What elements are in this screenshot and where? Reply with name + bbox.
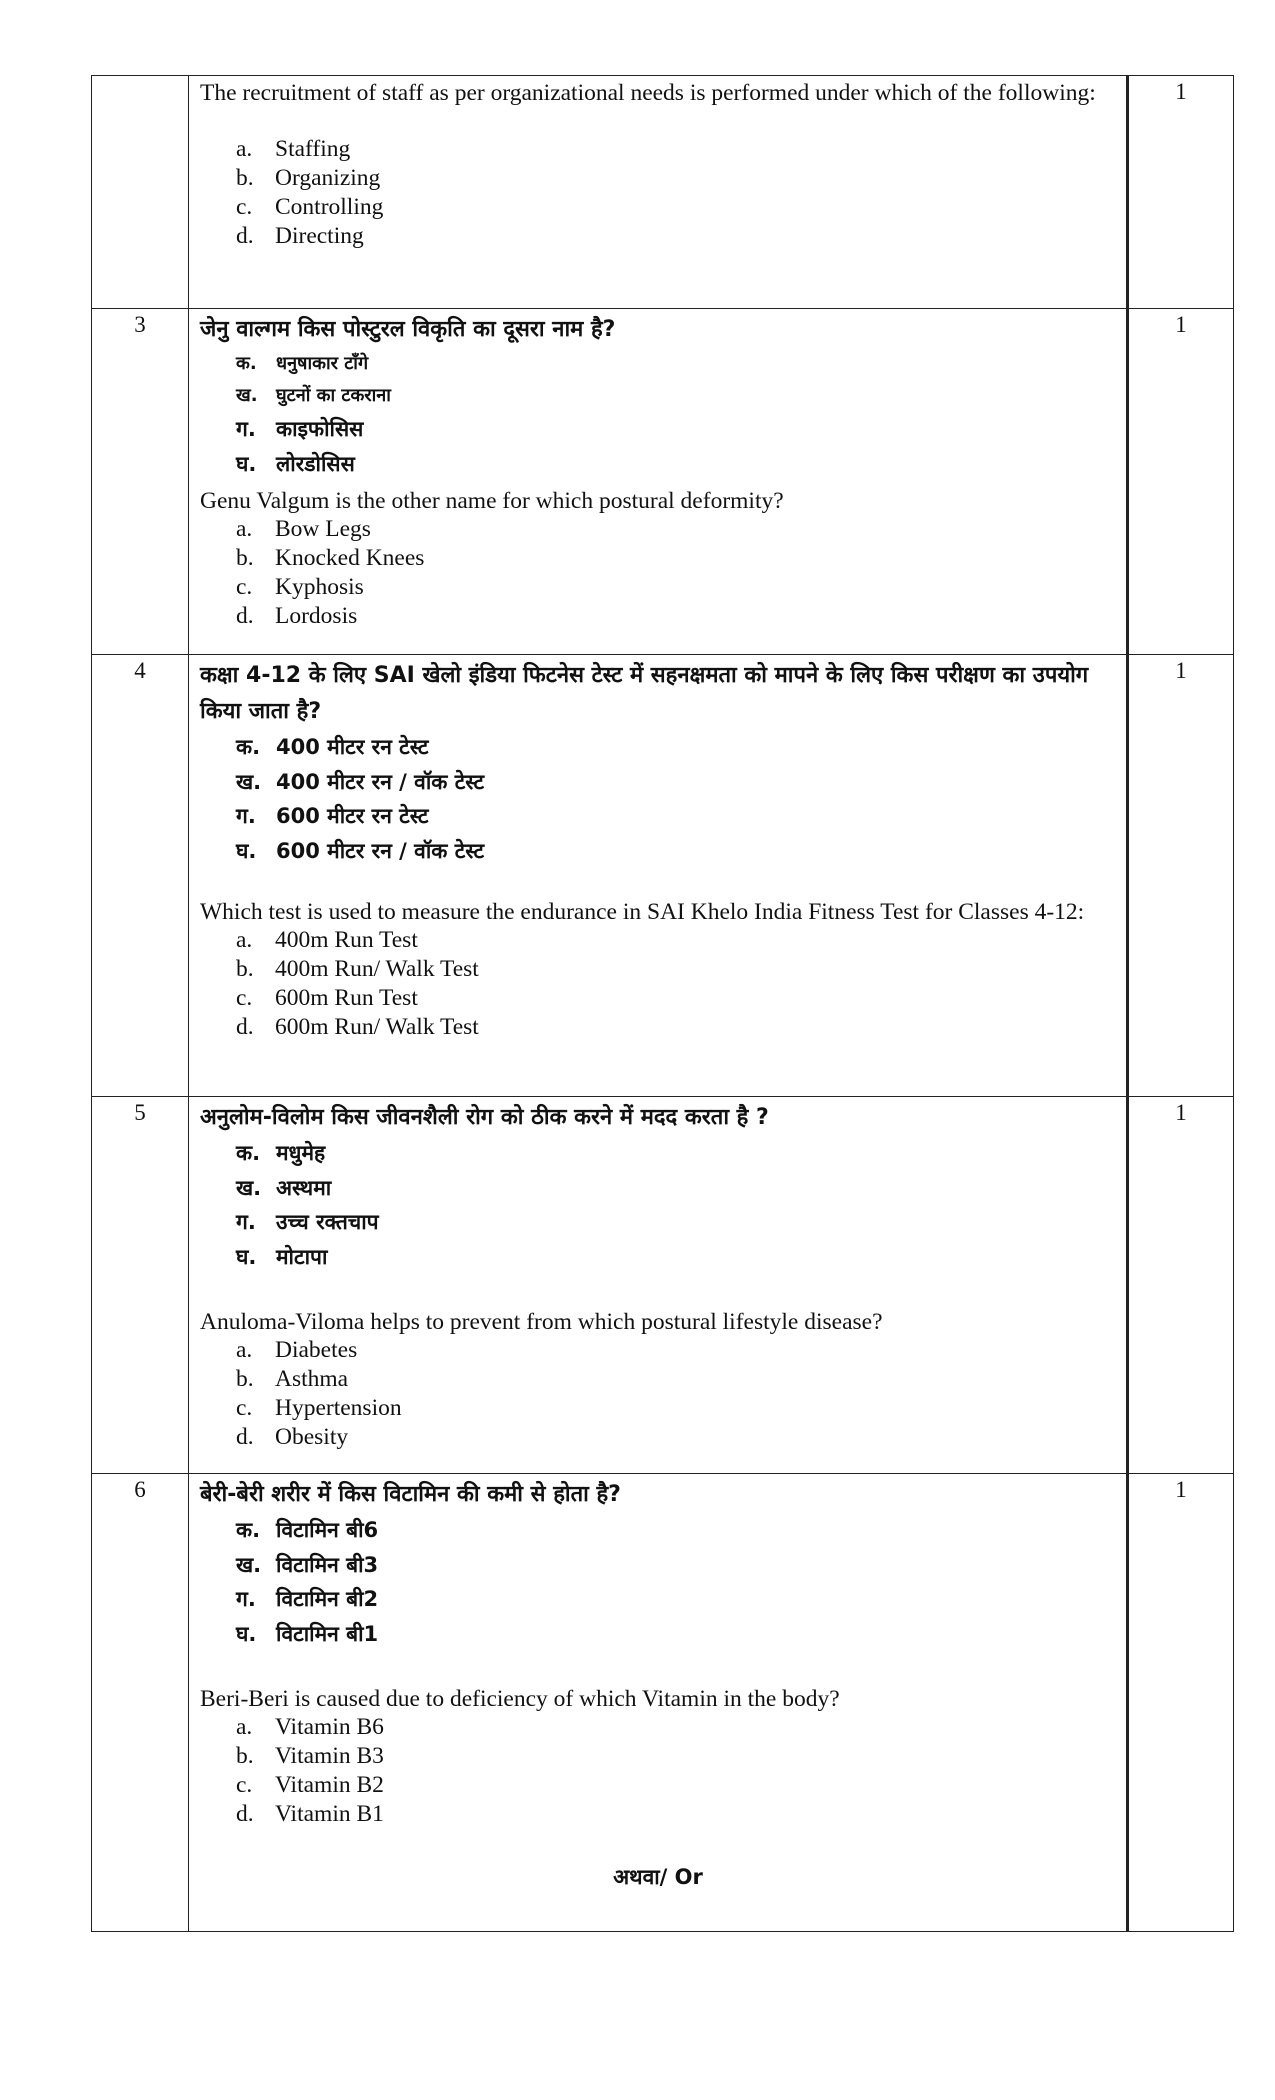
option-d: d. Lordosis [236,603,358,629]
option-a: a. 400m Run Test [236,927,418,953]
option-ga: ग. 600 मीटर रन टेस्ट [236,804,429,828]
options-english [200,1713,1116,1829]
options-hindi [200,1136,1116,1274]
question-marks: 1 [1128,1097,1234,1474]
question-marks: 1 [1128,309,1234,655]
option-gha: घ. 600 मीटर रन / वॉक टेस्ट [236,838,485,863]
option-b: b. 400m Run/ Walk Test [236,956,479,982]
option-c: c. Vitamin B2 [236,1772,384,1798]
option-a: a. Vitamin B6 [236,1714,384,1740]
question-number: 6 [92,1474,189,1932]
question-text-english: Beri-Beri is caused due to deficiency of which Vitamin in the body? [200,1686,840,1712]
option-a: a. Diabetes [236,1337,358,1363]
option-d: d. Directing [236,223,364,249]
question-text-english: Genu Valgum is the other name for which postural deformity? [200,488,784,514]
question-row [92,1474,1234,1932]
option-d: d. Obesity [236,1424,349,1450]
question-number: 3 [92,309,189,655]
question-text-english: Anuloma-Viloma helps to prevent from which postural lifestyle disease? [200,1309,883,1335]
option-ga: ग. विटामिन बी2 [236,1587,379,1611]
question-body [189,655,1128,1097]
options-hindi [200,348,1116,481]
option-b: b. Asthma [236,1366,349,1392]
option-gha: घ. लोरडोसिस [236,451,355,476]
option-b: b. Knocked Knees [236,545,425,571]
option-c: c. Controlling [236,194,384,220]
option-ka: क. विटामिन बी6 [236,1518,379,1542]
option-b: b. Vitamin B3 [236,1743,384,1769]
option-ga: ग. काइफोसिस [236,417,364,441]
option-c: c. Kyphosis [236,574,364,600]
option-c: c. 600m Run Test [236,985,418,1011]
question-text-english: Which test is used to measure the endurance in SAI Khelo India Fitness Test for Classes 4-12: [200,899,1085,925]
option-kha: ख. अस्थमा [236,1175,332,1200]
question-text-hindi: कक्षा 4-12 के लिए SAI खेलो इंडिया फिटनेस टेस्ट में सहनक्षमता को मापने के लिए किस परीक्षण का उपयोग किया जाता है? [200,663,1089,724]
option-ga: ग. उच्च रक्तचाप [236,1210,379,1234]
question-text-english: The recruitment of staff as per organizational needs is performed under which of the following: [200,80,1096,106]
option-d: d. 600m Run/ Walk Test [236,1014,479,1040]
question-body [189,76,1128,309]
question-marks: 1 [1128,655,1234,1097]
options-hindi [200,730,1116,868]
question-marks: 1 [1128,1474,1234,1932]
options-english [200,515,1116,631]
options-english [200,1336,1116,1452]
option-kha: ख. विटामिन बी3 [236,1552,379,1577]
question-body [189,1097,1128,1474]
options-english [200,135,1116,251]
question-text-hindi: जेनु वाल्गम किस पोस्टुरल विकृति का दूसरा नाम है? [200,317,616,342]
question-row [92,1097,1234,1474]
question-row [92,76,1234,309]
option-b: b. Organizing [236,165,381,191]
question-body [189,309,1128,655]
option-kha: ख. 400 मीटर रन / वॉक टेस्ट [236,769,485,794]
option-d: d. Vitamin B1 [236,1801,384,1827]
question-marks: 1 [1128,76,1234,309]
option-gha: घ. विटामिन बी1 [236,1621,379,1646]
option-gha: घ. मोटापा [236,1244,328,1269]
options-hindi [200,1513,1116,1651]
option-kha: ख. घुटनों का टकराना [236,385,391,406]
question-text-hindi: अनुलोम-विलोम किस जीवनशैली रोग को ठीक करने में मदद करता है ? [200,1105,769,1130]
question-number: 4 [92,655,189,1097]
question-row [92,309,1234,655]
question-number: 5 [92,1097,189,1474]
question-body [189,1474,1128,1932]
question-row [92,655,1234,1097]
question-table [91,75,1234,1932]
option-ka: क. 400 मीटर रन टेस्ट [236,735,429,759]
option-ka: क. मधुमेह [236,1141,326,1165]
option-c: c. Hypertension [236,1395,402,1421]
option-a: a. Bow Legs [236,516,371,542]
or-separator: अथवा/ Or [613,1865,703,1889]
question-number [92,76,189,309]
option-ka: क. धनुषाकार टाँगे [236,353,369,374]
options-english [200,926,1116,1042]
option-a: a. Staffing [236,136,351,162]
question-text-hindi: बेरी-बेरी शरीर में किस विटामिन की कमी से होता है? [200,1482,621,1507]
